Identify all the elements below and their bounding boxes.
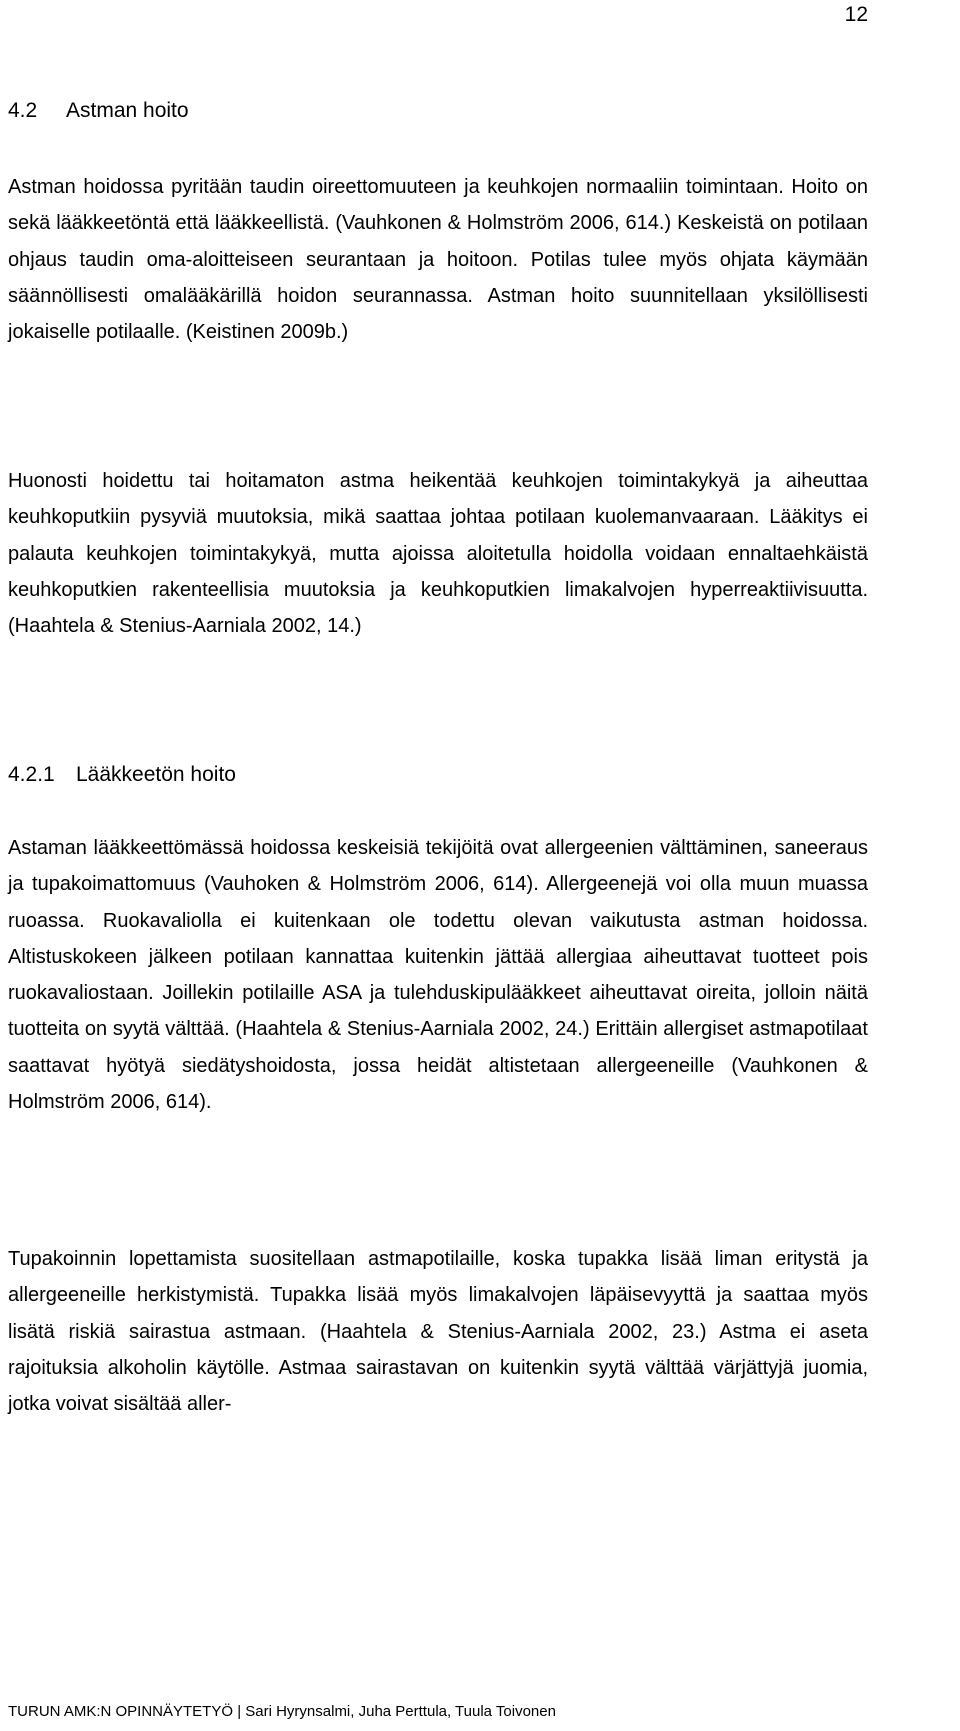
- section-heading: [8, 98, 189, 124]
- section-title: Astman hoito: [66, 99, 189, 122]
- page-number: 12: [844, 3, 868, 26]
- subsection-title: Lääkkeetön hoito: [76, 763, 236, 786]
- paragraph-smoking: Tupakoinnin lopettamista suositellaan astmapotilaille, koska tupakka lisää liman eritystä ja allergeeneille herkistymistä. Tupakka lisää myös limakalvojen läpäisevyyttä ja saattaa myös lisätä riskiä sairastua astmaan. (Haahtela & Stenius-Aarniala 2002, 23.) Astma ei aseta rajoituksia alkoholin käytölle. Astmaa sairastavan on kuitenkin syytä välttää värjättyjä juomia, jotka voivat sisältää aller-: [8, 1248, 868, 1416]
- subsection-number: 4.2.1: [8, 763, 55, 786]
- subsection-heading: [8, 762, 236, 788]
- section-number: 4.2: [8, 99, 38, 122]
- paragraph-intro: Astman hoidossa pyritään taudin oireettomuuteen ja keuhkojen normaaliin toimintaan. Hoito on sekä lääkkeetöntä että lääkkeellistä. (Vauhkonen & Holmström 2006, 614.) Keskeistä on potilaan ohjaus taudin oma-aloitteiseen seurantaan ja hoitoon. Potilas tulee myös ohjata käymään säännöllisesti omalääkärillä hoidon seurannassa. Astman hoito suunnitellaan yksilöllisesti jokaiselle potilaalle. (Keistinen 2009b.): [8, 176, 868, 344]
- page-footer: TURUN AMK:N OPINNÄYTETYÖ | Sari Hyrynsalmi, Juha Perttula, Tuula Toivonen: [8, 1703, 556, 1720]
- paragraph-untreated-asthma: Huonosti hoidettu tai hoitamaton astma heikentää keuhkojen toimintakykyä ja aiheuttaa keuhkoputkiin pysyviä muutoksia, mikä saattaa johtaa potilaan kuolemanvaaraan. Lääkitys ei palauta keuhkojen toimintakykyä, mutta ajoissa aloitetulla hoidolla voidaan ennaltaehkäistä keuhkoputkien rakenteellisia muutoksia ja keuhkoputkien limakalvojen hyperreaktiivisuutta. (Haahtela & Stenius-Aarniala 2002, 14.): [8, 470, 868, 638]
- paragraph-non-drug-treatment: Astaman lääkkeettömässä hoidossa keskeisiä tekijöitä ovat allergeenien välttäminen, saneeraus ja tupakoimattomuus (Vauhoken & Holmström 2006, 614). Allergeenejä voi olla muun muassa ruoassa. Ruokavaliolla ei kuitenkaan ole todettu olevan vaikutusta astman hoidossa. Altistuskokeen jälkeen potilaan kannattaa kuitenkin jättää allergiaa aiheuttavat tuotteet pois ruokavaliostaan. Joillekin potilaille ASA ja tulehduskipulääkkeet aiheuttavat oireita, jolloin näitä tuotteita on syytä välttää. (Haahtela & Stenius-Aarniala 2002, 24.) Erittäin allergiset astmapotilaat saattavat hyötyä siedätyshoidosta, jossa heidät altistetaan allergeeneille (Vauhkonen & Holmström 2006, 614).: [8, 837, 868, 1114]
